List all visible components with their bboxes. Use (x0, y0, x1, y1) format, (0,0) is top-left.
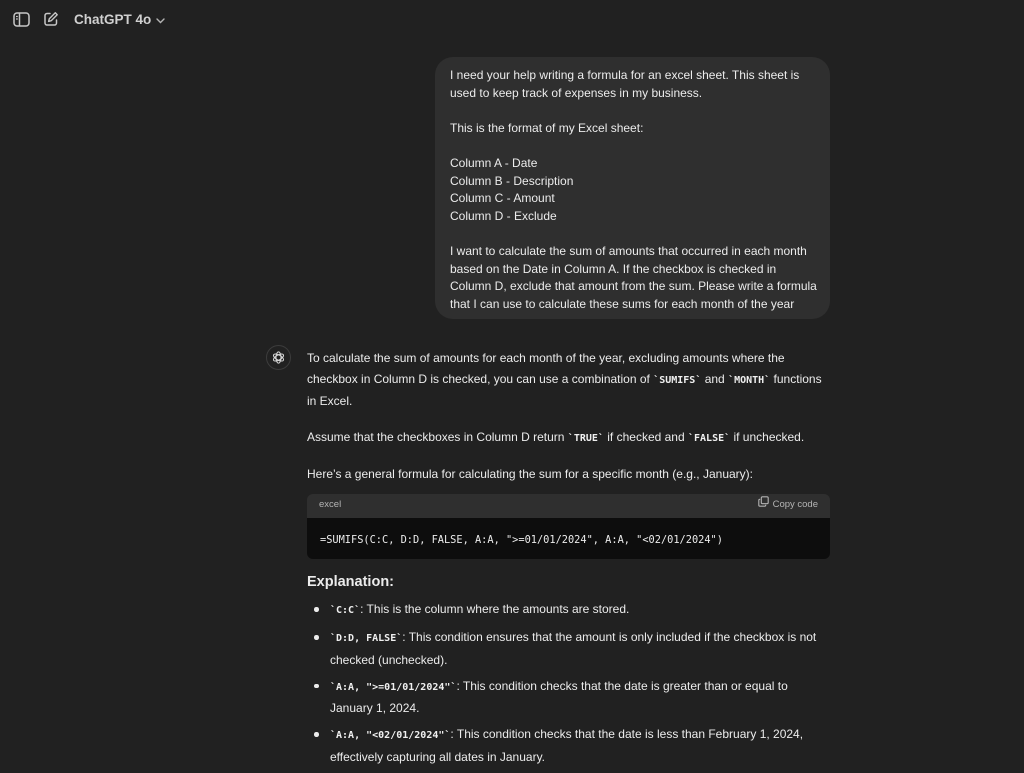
code-language-label: excel (319, 499, 342, 511)
assistant-paragraph-2: Assume that the checkboxes in Column D return `TRUE` if checked and `FALSE` if unchecked. (307, 429, 805, 444)
user-message-line: Column A - Date (450, 155, 538, 170)
explanation-heading: Explanation: (307, 573, 395, 590)
user-message-line (450, 102, 816, 120)
list-item: `A:A, "<02/01/2024"`: This condition checks that the date is less than February 1, 2024, effectively capturing all dates in January. (307, 724, 832, 767)
user-message-line: I want to calculate the sum of amounts that occurred in each month (450, 243, 807, 258)
inline-code-true: `TRUE` (567, 432, 604, 444)
list-item: `A:A, ">=01/01/2024"`: This condition checks that the date is greater than or equal to January 1, 2024. (307, 676, 832, 719)
assistant-message (307, 348, 832, 773)
top-bar (0, 0, 1024, 38)
user-message-line: Column C - Amount (450, 191, 555, 206)
user-message-line: based on the Date in Column A. If the checkbox is checked in (450, 261, 777, 276)
list-item: `C:C`: This is the column where the amounts are stored. (307, 599, 832, 622)
code-content: =SUMIFS(C:C, D:D, FALSE, A:A, ">=01/01/2024", A:A, "<02/01/2024") (307, 518, 830, 559)
inline-code-false: `FALSE` (687, 432, 731, 444)
model-name: ChatGPT 4o (74, 11, 152, 27)
inline-code-month: `MONTH` (728, 374, 771, 386)
user-message-line (450, 137, 816, 155)
model-selector[interactable] (74, 8, 165, 30)
user-message-line: used to keep track of expenses in my business. (450, 85, 703, 100)
openai-logo-icon (271, 350, 286, 365)
inline-code-sumifs: `SUMIFS` (653, 374, 702, 386)
chevron-down-icon (156, 12, 165, 27)
explanation-list (307, 599, 832, 767)
copy-code-button[interactable] (758, 495, 818, 516)
user-message-line (450, 225, 816, 243)
sidebar-toggle-icon[interactable] (11, 9, 31, 29)
user-message-line: Column D, exclude that amount from the sum. Please write a formula (450, 279, 817, 294)
new-chat-icon[interactable] (41, 9, 61, 29)
user-message-bubble (435, 57, 830, 319)
copy-code-label: Copy code (772, 499, 818, 511)
list-item: `D:D, FALSE`: This condition ensures that the amount is only included if the checkbox is not checked (unchecked). (307, 627, 832, 670)
code-block (307, 494, 830, 559)
assistant-avatar (266, 345, 291, 370)
user-message-line: Column B - Description (450, 173, 574, 188)
user-message-line: that I can use to calculate these sums for each month of the year (450, 296, 795, 311)
copy-icon (758, 495, 769, 516)
user-message-line: I need your help writing a formula for an excel sheet. This sheet is (450, 68, 800, 82)
assistant-paragraph-3: Here’s a general formula for calculating the sum for a specific month (e.g., January): (307, 467, 753, 481)
code-block-header (307, 494, 830, 518)
assistant-paragraph-1: To calculate the sum of amounts for each month of the year, excluding amounts where the checkbox in Column D is checked, you can use a combination of `SUMIFS` and `MONTH` functions in Excel. (307, 351, 822, 408)
user-message-line: This is the format of my Excel sheet: (450, 120, 644, 135)
user-message-line: Column D - Exclude (450, 208, 557, 223)
